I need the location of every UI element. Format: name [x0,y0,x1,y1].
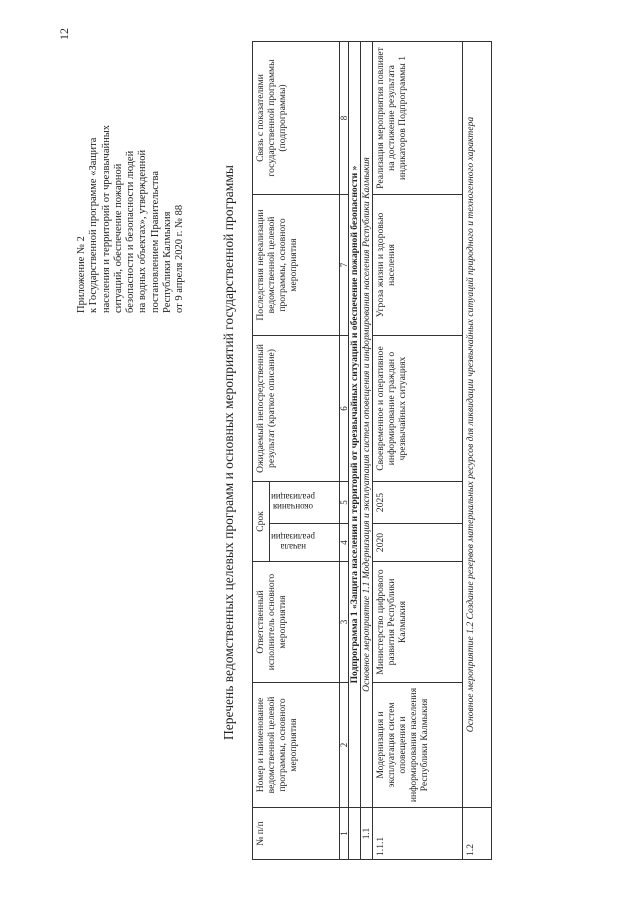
appendix-line: безопасности и безопасности людей [125,150,137,313]
row-start: 2020 [373,524,463,562]
appendix-line: Республики Калмыкия [162,211,174,313]
main-activity-row [361,42,373,860]
header-executor: Ответственный исполнитель основного мероприятия [253,562,340,683]
subprogram-title: Подпрограмма 1 «Защита населения и территорий от чрезвычайных ситуаций и обеспечение пожарной безопасности » [349,42,361,808]
document-title: Перечень ведомственных целевых программ и основных мероприятий государственной программы [221,165,236,740]
row-number: 1.2 [463,808,492,860]
appendix-line: постановлением Правительства [149,170,161,313]
row-executor: Министерство цифрового развития Республики Калмыкия [373,562,463,683]
row-end: 2025 [373,482,463,524]
appendix-line: Приложение № 2 [76,236,87,313]
appendix-line: населения и территорий от чрезвычайных [100,124,112,313]
col-number: 3 [340,562,349,683]
header-result: Ожидаемый непосредственный результат (краткое описание) [253,336,340,482]
programs-table [252,41,492,860]
col-number: 4 [340,524,349,562]
row-result: Своевременное и оперативное информирование граждан о чрезвычайных ситуациях [373,336,463,482]
appendix-line: ситуаций, обеспечение пожарной [112,163,124,313]
header-link: Связь с показателями государственной программы (подпрограммы) [253,42,340,195]
page-number: 12 [57,28,71,40]
appendix-line: к Государственной программе «Защита [88,137,100,313]
header-num: № п/п [253,808,340,860]
appendix-line: на водных объектах», утвержденной [137,149,149,313]
header-row [253,42,270,860]
col-number: 7 [340,195,349,336]
table-row [373,42,463,860]
subprogram-row [349,42,361,860]
header-start: начала реализации [270,524,340,562]
row-consequence: Угроза жизни и здоровью населения [373,195,463,336]
row-link: Реализация мероприятия повлияет на достижение результата индикаторов Подпрограммы 1 [373,42,463,195]
header-name: Номер и наименование ведомственной целевой программы, основного мероприятия [253,683,340,808]
appendix-block [76,33,187,313]
header-consequence: Последствия нереализации ведомственной целевой программы, основного мероприятия [253,195,340,336]
header-term: Срок [253,482,270,562]
appendix-line: от 9 апреля 2020 г. № 88 [174,204,186,313]
main-activity-row [463,42,492,860]
subprogram-num-cell [349,808,361,860]
main-activity-title: Основное мероприятие 1.2 Создание резервов материальных ресурсов для ликвидации чрезвычайных ситуаций природного и техногенного характера [463,42,492,808]
main-activity-title: Основное мероприятие 1.1 Модернизация и эксплуатация систем оповещения и информирования населения Республики Калмыкия [361,42,373,808]
header-end: окончания реализации [270,482,340,524]
col-number: 6 [340,336,349,482]
row-number: 1.1.1 [373,808,463,860]
col-number: 5 [340,482,349,524]
col-number: 8 [340,42,349,195]
col-number: 2 [340,683,349,808]
column-number-row [340,42,349,860]
row-name: Модернизация и эксплуатация систем оповещения и информирования населения Республики Калмыкия [373,683,463,808]
col-number: 1 [340,808,349,860]
row-number: 1.1 [361,808,373,860]
